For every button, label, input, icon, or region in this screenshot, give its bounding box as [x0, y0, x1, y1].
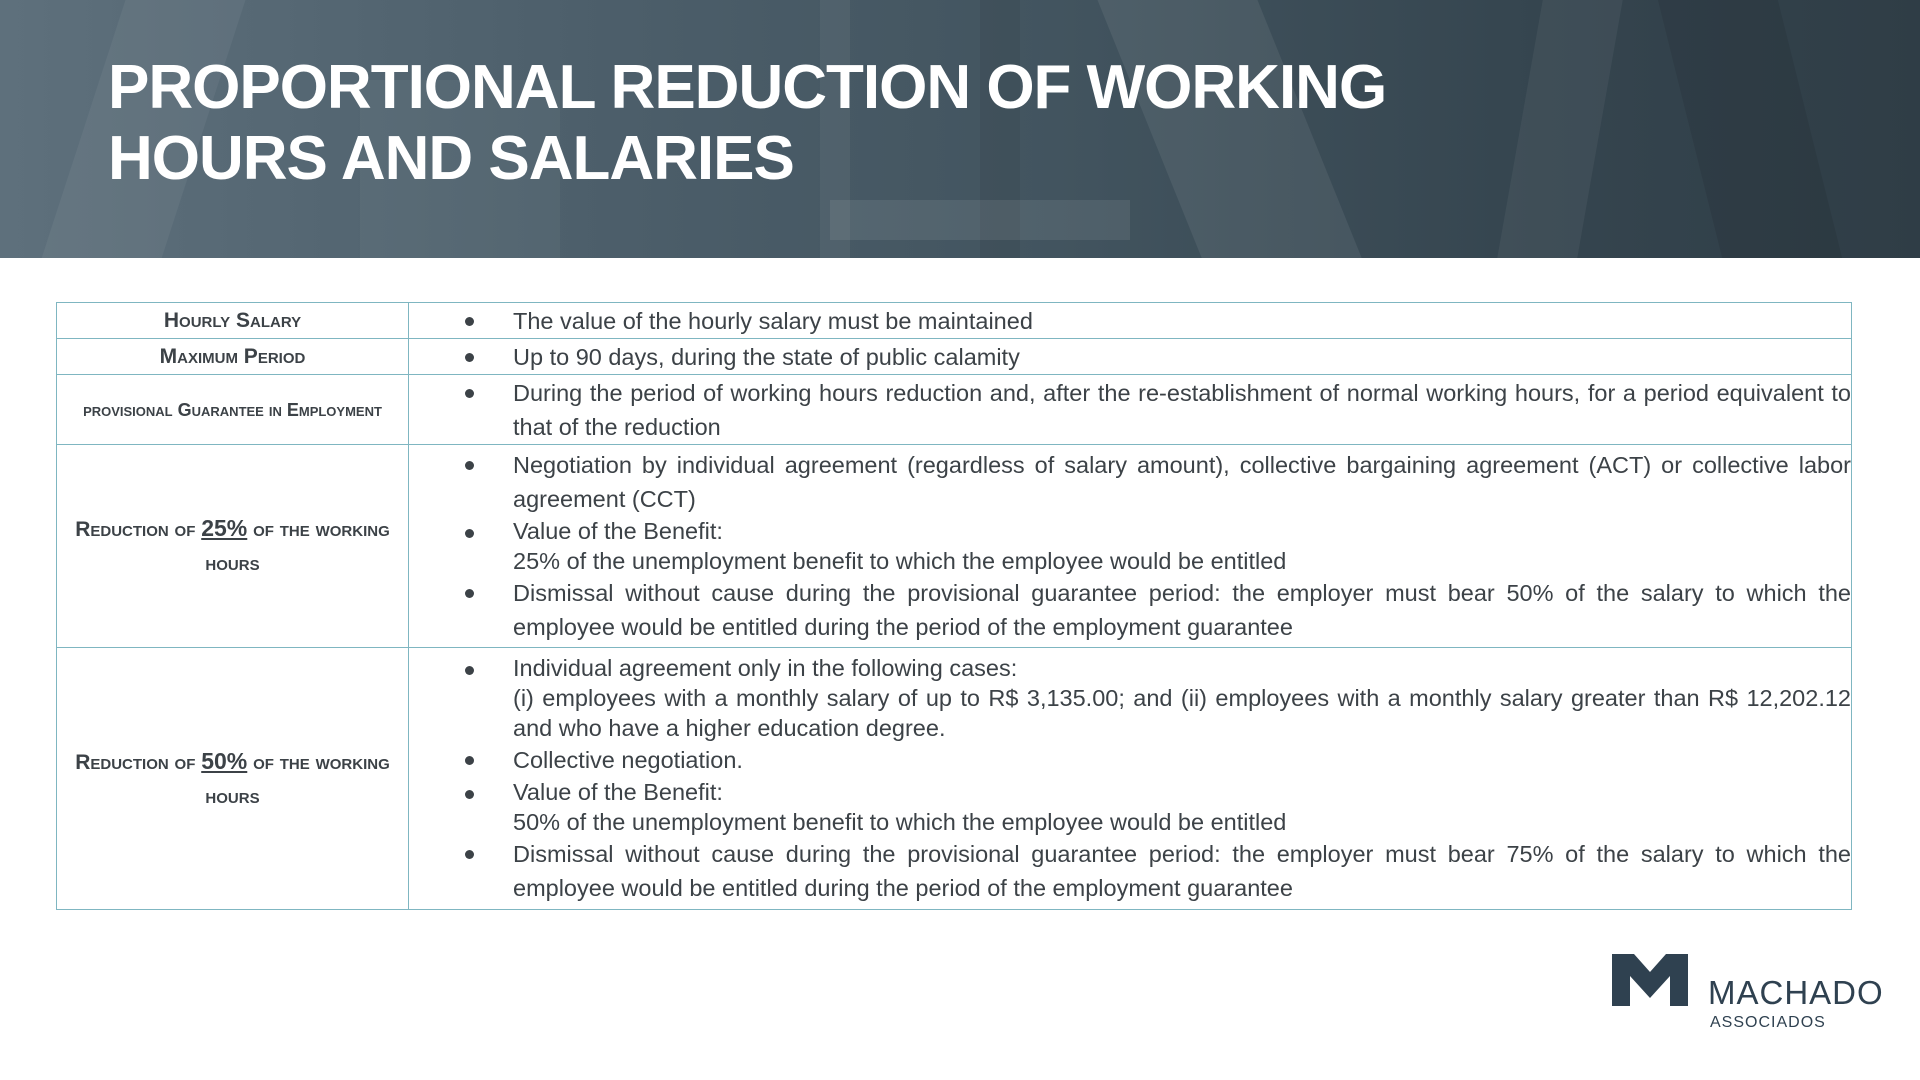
- machado-logo-icon: [1612, 954, 1688, 1006]
- bullet-icon: [465, 389, 474, 398]
- bullet-icon: [465, 850, 474, 859]
- banner-background-shape: [830, 200, 1130, 240]
- bullet-item: [409, 743, 1851, 777]
- bullet-item: [409, 576, 1851, 644]
- bullet-item: [409, 653, 1851, 743]
- row-label-prefix: Reduction of: [75, 750, 196, 774]
- company-logo: [1612, 954, 1884, 1034]
- bullet-text: Dismissal without cause during the provisional guarantee period: the employer must bear 75% of the salary to which the employee would be entitled during the period of the employment guarantee: [513, 840, 1851, 901]
- bullet-text: During the period of working hours reduction and, after the re-establishment of normal working hours, for a period equivalent to that of the reduction: [513, 379, 1851, 440]
- bullet-icon: [465, 353, 474, 362]
- table-row: [57, 339, 1852, 375]
- bullet-icon: [465, 666, 474, 675]
- bullet-heading: Value of the Benefit:: [513, 778, 723, 805]
- bullet-icon: [465, 756, 474, 765]
- bullet-text: Up to 90 days, during the state of public calamity: [513, 343, 1020, 370]
- row-content: [409, 445, 1852, 648]
- slide-title: PROPORTIONAL REDUCTION OF WORKING HOURS AND SALARIES: [108, 53, 1387, 193]
- row-label-text: Hourly Salary: [163, 308, 302, 332]
- table-row: [57, 303, 1852, 339]
- row-label: [57, 648, 409, 910]
- bullet-text: Dismissal without cause during the provisional guarantee period: the employer must bear 50% of the salary to which the employee would be entitled during the period of the employment guarantee: [513, 580, 1851, 640]
- row-content: [409, 375, 1852, 445]
- banner-background-shape: [1658, 0, 1842, 258]
- bullet-icon: [465, 529, 474, 538]
- row-label: [57, 445, 409, 648]
- row-label-suffix: of the working hours: [205, 518, 390, 575]
- bullet-item: [409, 304, 1851, 338]
- row-label-text: Maximum Period: [159, 344, 306, 368]
- bullet-text: 25% of the unemployment benefit to which the employee would be entitled: [513, 548, 1287, 574]
- row-label-prefix: Reduction of: [75, 518, 196, 541]
- row-label-text: provisional Guarantee in Employment: [83, 399, 382, 420]
- bullet-item: [409, 376, 1851, 444]
- bullet-text: Collective negotiation.: [513, 746, 743, 773]
- row-content: [409, 303, 1852, 339]
- row-label-percent: 25%: [201, 515, 248, 541]
- row-label-suffix: of the working hours: [205, 750, 390, 808]
- bullet-item: [409, 516, 1851, 576]
- table-row: [57, 375, 1852, 445]
- logo-subtitle: ASSOCIADOS: [1710, 1014, 1826, 1031]
- table-row: [57, 648, 1852, 910]
- logo-name: MACHADO: [1708, 974, 1884, 1011]
- bullet-icon: [465, 317, 474, 326]
- row-content: [409, 648, 1852, 910]
- bullet-icon: [465, 790, 474, 799]
- row-label-percent: 50%: [201, 747, 248, 774]
- row-label: [57, 375, 409, 445]
- bullet-item: [409, 340, 1851, 374]
- bullet-heading: Individual agreement only in the following cases:: [513, 654, 1018, 681]
- bullet-icon: [465, 589, 474, 598]
- conditions-table: [56, 302, 1852, 910]
- table-row: [57, 445, 1852, 648]
- bullet-item: [409, 448, 1851, 516]
- bullet-text: (i) employees with a monthly salary of up to R$ 3,135.00; and (ii) employees with a monthly salary greater than R$ 12,202.12 and who have a higher education degree.: [513, 684, 1851, 741]
- bullet-item: [409, 777, 1851, 837]
- bullet-icon: [465, 461, 474, 470]
- bullet-heading: Value of the Benefit:: [513, 518, 723, 544]
- bullet-text: Negotiation by individual agreement (regardless of salary amount), collective bargaining agreement (ACT) or collective labor agreement (CCT): [513, 452, 1851, 512]
- bullet-item: [409, 837, 1851, 905]
- row-label: [57, 303, 409, 339]
- row-content: [409, 339, 1852, 375]
- banner-background-shape: [1497, 0, 1622, 258]
- row-label: [57, 339, 409, 375]
- bullet-text: The value of the hourly salary must be maintained: [513, 307, 1033, 334]
- bullet-text: 50% of the unemployment benefit to which the employee would be entitled: [513, 808, 1287, 835]
